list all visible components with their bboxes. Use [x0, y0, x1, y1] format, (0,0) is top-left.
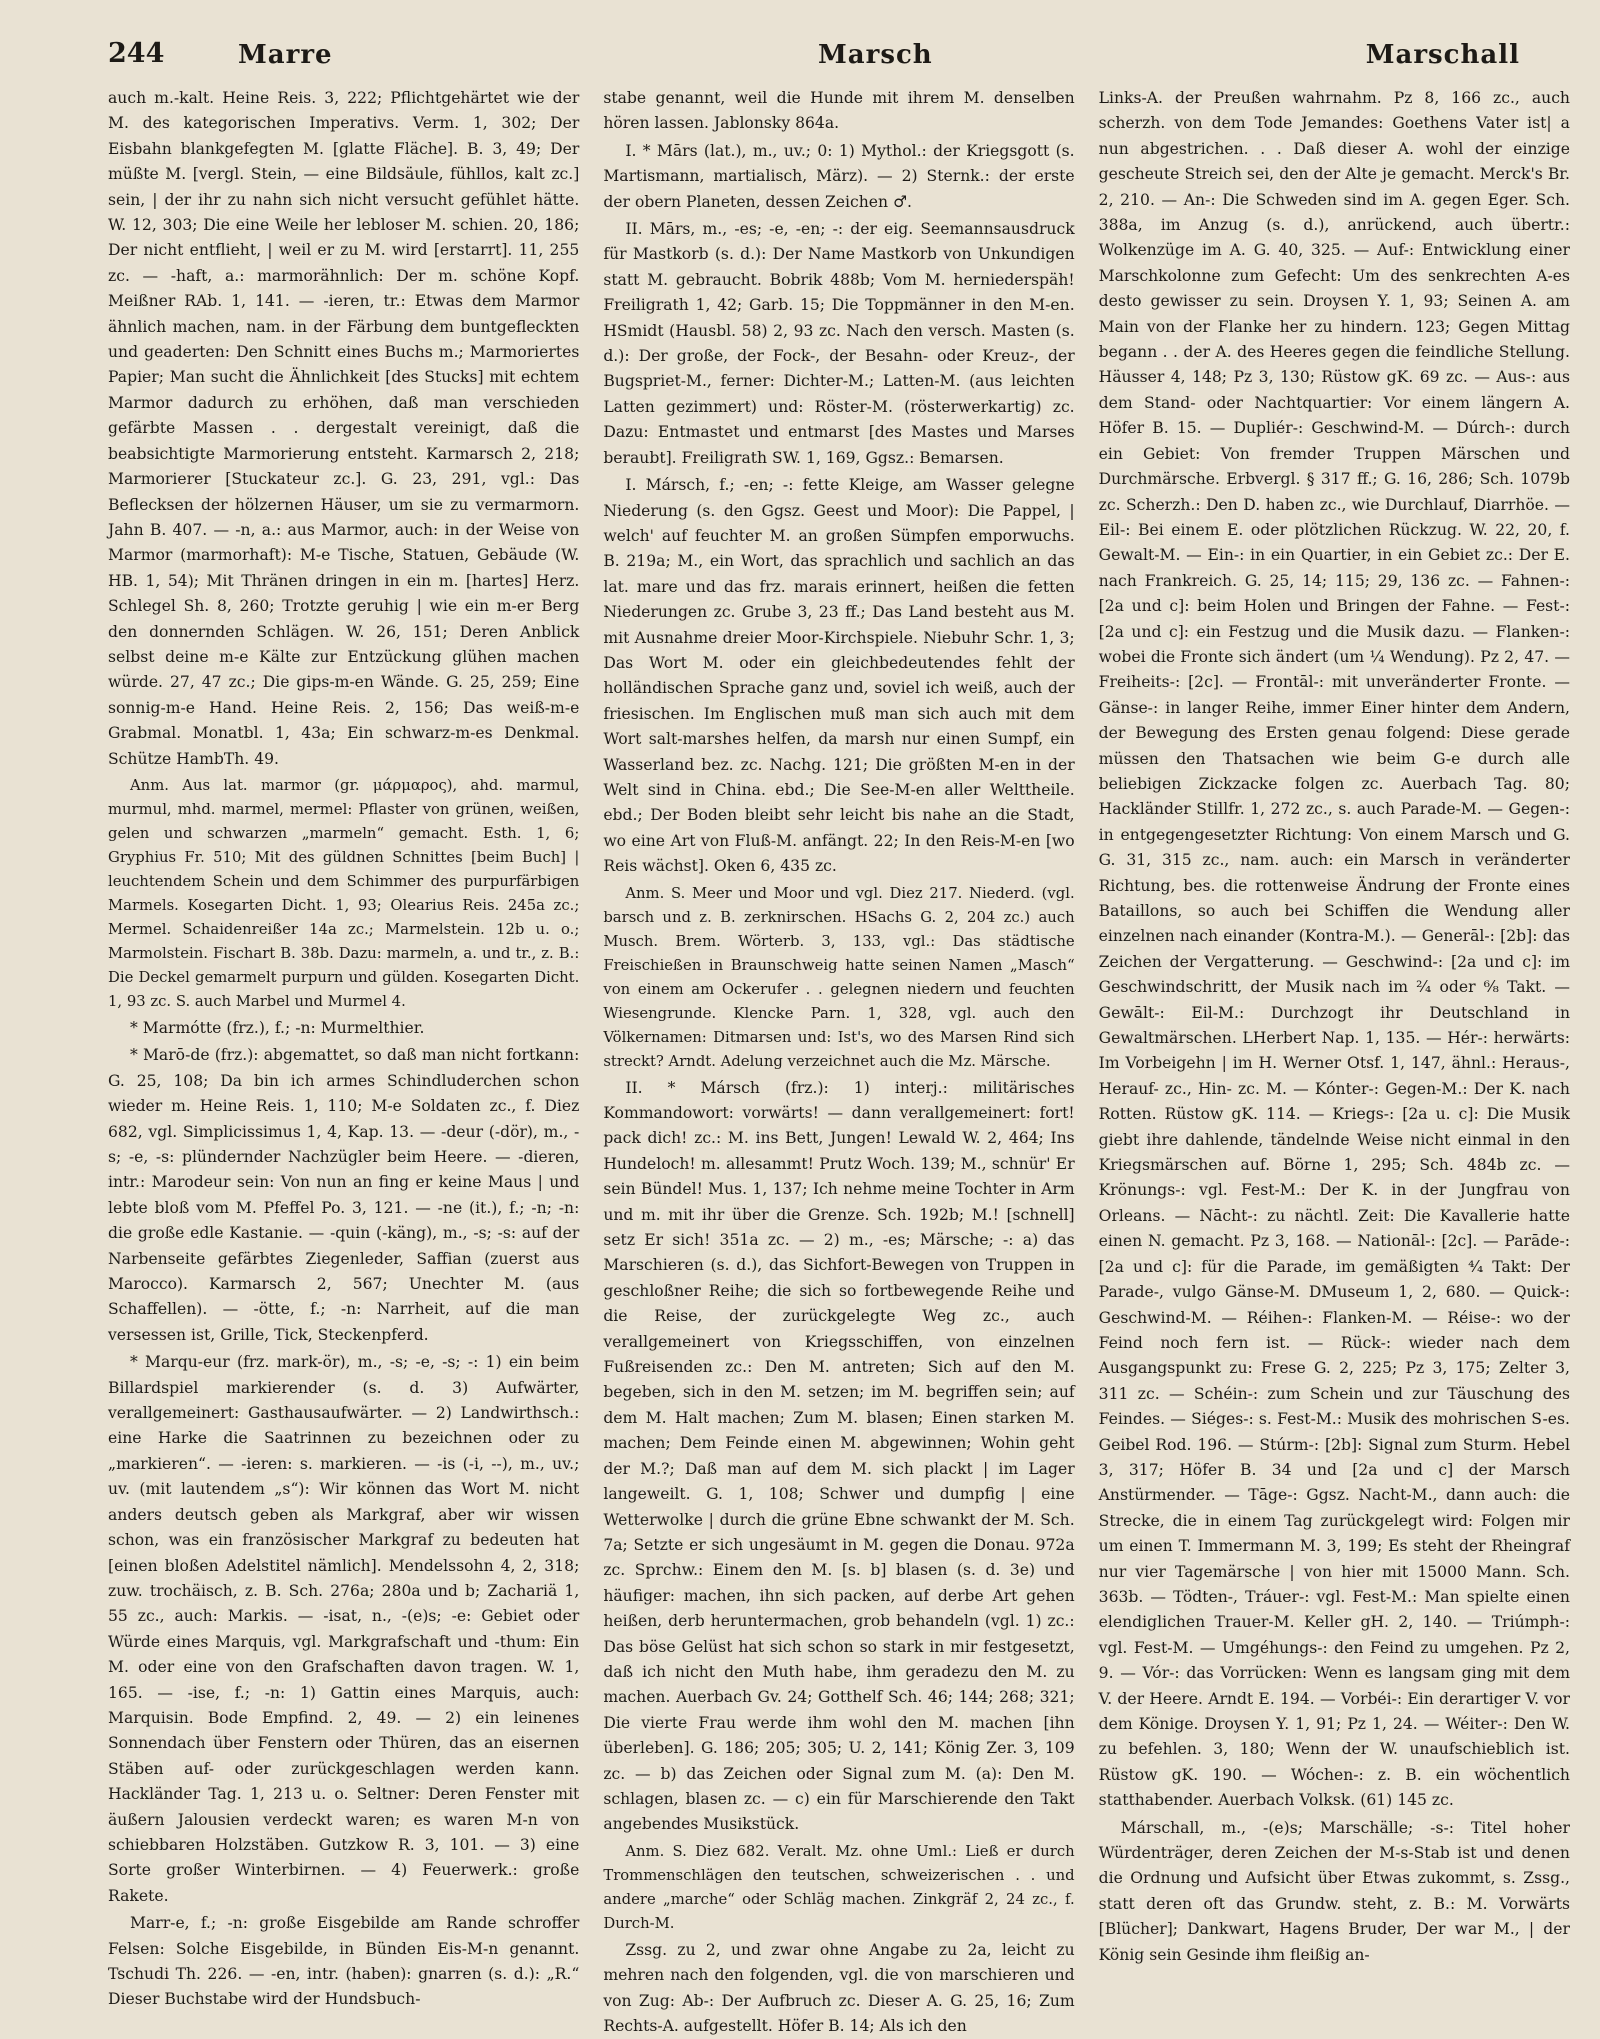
entry-paragraph: Zssg. zu 2, und zwar ohne Angabe zu 2a, leicht zu mehren nach den folgenden, vgl. die von marschieren und von Zug: Ab-: Der Aufbruch zc. Dieser A. G. 25, 16; Zum Rechts-A. aufgestellt. Höfer B. 14; Als ich den: [603, 1940, 1075, 2035]
annotation-paragraph: Anm. S. Meer und Moor und vgl. Diez 217. Niederd. (vgl. barsch und z. B. zerknirschen. HSachs G. 2, 204 zc.) auch Musch. Brem. Wörterb. 3, 133, vgl.: Das städtische Freischießen in Braunschweig hatte seinen Namen „Masch“ von einem am Ockerufer . . gelegnen niedern und feuchten Wiesengrunde. Klencke Parn. 1, 328, vgl. auch den Völkernamen: Ditmarsen und: Ist's, wo des Marsen Rind sich streckt? Arndt. Adelung verzeichnet auch die Mz. Märsche.: [603, 884, 1075, 1070]
right-running-headword: Marschall: [1365, 40, 1520, 70]
entry-paragraph: * Marō-de (frz.): abgemattet, so daß man nicht fortkann: G. 25, 108; Da bin ich armes Schindluderchen schon wieder m. Heine Reis. 1, 110; M-e Soldaten zc., f. Diez 682, vgl. Simplicissimus 1, 4, Kap. 13. — -deur (-dör), m., -s; -e, -s: plündernder Nachzügler beim Heere. — -dieren, intr.: Marodeur sein: Von nun an fing er keine Maus | und lebte bloß vom M. Pfeffel Po. 3, 121. — -ne (it.), f.; -n; -n: die große edle Kastanie. — -quin (-käng), m., -s; -s: auf der Narbenseite gefärbtes Ziegenleder, Saffian (zuerst aus Marocco). Karmarsch 2, 567; Unechter M. (aus Schaffellen). — -ötte, f.; -n: Narrheit, auf die man versessen ist, Grille, Tick, Steckenpferd.: [108, 1046, 580, 1344]
entry-paragraph: stabe genannt, weil die Hunde mit ihrem M. denselben hören lassen. Jablonsky 864a.: [603, 89, 1075, 133]
entry-paragraph: I. Mársch, f.; -en; -: fette Kleige, am Wasser gelegne Niederung (s. den Ggsz. Geest und Moor): Die Pappel, | welch' auf feuchter M. an großen Sümpfen emporwuchs. B. 219a; M., ein Wort, das sprachlich und sachlich an das lat. mare und das frz. marais erinnert, heißen die fetten Niederungen zc. Grube 3, 23 ff.; Das Land besteht aus M. mit Ausnahme dreier Moor-Kirchspiele. Niebuhr Schr. 1, 3; Das Wort M. oder ein gleichbedeutendes fehlt der holländischen Sprache ganz und, soviel ich weiß, auch der friesischen. Im Englischen muß man sich auch mit dem Wort salt-marshes helfen, da marsh nur einen Sumpf, ein Wasserland bez. zc. Nachg. 121; Die größten M-en in der Welt sind in China. ebd.; Die See-M-en aller Welttheile. ebd.; Der Boden bleibt sehr leicht bis nahe an die Stadt, wo eine Art von Fluß-M. anfängt. 22; In den Reis-M-en [wo Reis wächst]. Oken 6, 435 zc.: [603, 476, 1075, 876]
left-running-headword: Marre: [238, 40, 333, 70]
entry-paragraph: II. Mārs, m., -es; -e, -en; -: der eig. Seemannsausdruck für Mastkorb (s. d.): Der Name Mastkorb von Unkundigen statt M. gebraucht. Bobrik 488b; Vom M. herniederspäh! Freiligrath 1, 42; Garb. 15; Die Toppmänner in den M-en. HSmidt (Hausbl. 58) 2, 93 zc. Nach den versch. Masten (s. d.): Der große, der Fock-, der Besahn- oder Kreuz-, der Bugspriet-M., ferner: Dichter-M.; Latten-M. (aus leichten Latten gezimmert) und: Röster-M. (rösterwerkartig) zc. Dazu: Entmastet und entmarst [des Mastes und Marses beraubt]. Freiligrath SW. 1, 169, Ggsz.: Bemarsen.: [603, 220, 1075, 467]
entry-paragraph: Márschall, m., -(e)s; Marschälle; -s-: Titel hoher Würdenträger, deren Zeichen der M-s-Stab ist und denen die Ordnung und Aufsicht über Etwas zukommt, s. Zssg., statt deren oft das Grundw. steht, z. B.: M. Vorwärts [Blücher]; Dankwart, Hagens Bruder, Der war M., | der König sein Gesinde ihm fleißig an-: [1098, 1818, 1570, 1964]
annotation-paragraph: Anm. Aus lat. marmor (gr. μάρμαρος), ahd. marmul, murmul, mhd. marmel, mermel: Pflaster von grünen, weißen, gelen und schwarzen „marmeln“ gemacht. Esth. 1, 6; Gryphius Fr. 510; Mit des güldnen Schnittes [beim Buch] | leuchtendem Schein und dem Schimmer des purpurfärbigen Marmels. Kosegarten Dicht. 1, 93; Olearius Reis. 245a zc.; Mermel. Schaidenreißer 14a zc.; Marmelstein. 12b u. o.; Marmolstein. Fischart B. 38b. Dazu: marmeln, a. und tr., z. B.: Die Deckel gemarmelt purpurn und gülden. Kosegarten Dicht. 1, 93 zc. S. auch Marbel und Murmel 4.: [108, 776, 580, 1010]
entry-paragraph: I. * Mārs (lat.), m., uv.; 0: 1) Mythol.: der Kriegsgott (s. Martismann, martialisch, März). — 2) Sternk.: der erste der obern Planeten, dessen Zeichen ♂.: [603, 141, 1075, 211]
page-header: [108, 28, 1570, 86]
entry-paragraph: * Marmótte (frz.), f.; -n: Murmelthier.: [130, 1018, 425, 1037]
entry-paragraph: * Marqu-eur (frz. mark-ör), m., -s; -e, -s; -: 1) ein beim Billardspiel markierender (s. d. 3) Aufwärter, verallgemeinert: Gasthausaufwärter. — 2) Landwirthsch.: eine Harke die Saatrinnen zu bezeichnen oder zu „markieren“. — -ieren: s. markieren. — -is (-i, --), m., uv.; uv. (mit lautendem „s“): Wir können das Wort M. nicht anders deutsch geben als Markgraf, aber wir wissen schon, was ein französischer Markgraf zu bedeuten hat [einen bloßen Adelstitel nämlich]. Mendelssohn 4, 2, 318; zuw. trochäisch, z. B. Sch. 276a; 280a und b; Zachariä 1, 55 zc., auch: Markis. — -isat, n., -(e)s; -e: Gebiet oder Würde eines Marquis, vgl. Markgrafschaft und -thum: Ein M. oder eine von den Grafschaften davon tragen. W. 1, 165. — -ise, f.; -n: 1) Gattin eines Marquis, auch: Marquisin. Bode Empfind. 2, 49. — 2) ein leinenes Sonnendach über Fenstern oder Thüren, das an eisernen Stäben auf- oder zurückgeschlagen werden kann. Hackländer Tag. 1, 213 u. o. Seltner: Deren Fenster mit äußern Jalousien verdeckt waren; es waren M-n von schiebbaren Holzstäben. Gutzkow R. 3, 101. — 3) eine Sorte großer Winterbirnen. — 4) Feuerwerk.: große Rakete.: [108, 1353, 580, 1905]
column-2: [603, 86, 1075, 2035]
column-1: [108, 86, 580, 2009]
text-columns: [108, 86, 1570, 2035]
annotation-paragraph: Anm. S. Diez 682. Veralt. Mz. ohne Uml.: Ließ er durch Trommenschlägen den teutschen, schweizerischen . . und andere „marche“ oder Schläg machen. Zinkgräf 2, 24 zc., f. Durch-M.: [603, 1842, 1075, 1932]
entry-paragraph: Links-A. der Preußen wahrnahm. Pz 8, 166 zc., auch scherzh. von dem Tode Jemandes: Goethens Vater ist| a nun abgestrichen. . . Daß dieser A. wohl der einzige gescheute Streich sei, den der Alte je gemacht. Merck's Br. 2, 210. — An-: Die Schweden sind im A. gegen Eger. Sch. 388a, im Anzug (s. d.), anrückend, auch übertr.: Wolkenzüge im A. G. 40, 325. — Auf-: Entwicklung einer Marschkolonne zum Gefecht: Um des senkrechten A-es desto gewisser zu sein. Droysen Y. 1, 93; Seinen A. am Main von der Flanke her zu hindern. 123; Gegen Mittag begann . . der A. des Heeres gegen die feindliche Stellung. Häusser 4, 148; Pz 3, 130; Rüstow gK. 69 zc. — Aus-: aus dem Stand- oder Nachtquartier: Vor einem längern A. Höfer B. 15. — Dupliér-: Geschwind-M. — Dúrch-: durch ein Gebiet: Von fremder Truppen Märschen und Durchmärsche. Erbvergl. § 317 ff.; G. 16, 286; Sch. 1079b zc. Scherzh.: Den D. haben zc., wie Durchlauf, Diarrhöe. — Eil-: Bei einem E. oder plötzlichen Rückzug. W. 22, 20, f. Gewalt-M. — Ein-: in ein Quartier, in ein Gebiet zc.: Der E. nach Frankreich. G. 25, 14; 115; 29, 136 zc. — Fahnen-: [2a und c]: beim Holen und Bringen der Fahne. — Fest-: [2a und c]: ein Festzug und die Musik dazu. — Flanken-: wobei die Fronte sich ändert (um ¼ Wendung). Pz 2, 47. — Freiheits-: [2c]. — Frontāl-: mit unveränderter Fronte. — Gänse-: in langer Reihe, immer Einer hinter dem Andern, der Bewegung des Ersten genau folgend: Diese gerade müssen den Thatsachen wie beim G-e durch alle beliebigen Zickzacke folgen zc. Auerbach Tag. 80; Hackländer Stillfr. 1, 272 zc., s. auch Parade-M. — Gegen-: in entgegengesetzter Richtung: Von einem Marsch und G. G. 31, 315 zc., nam. auch: ein Marsch in veränderter Richtung, bes. die rottenweise Ändrung der Fronte eines Bataillons, so auch bei Schiffen die Wendung aller einzelnen nach einander (Kontra-M.). — Generāl-: [2b]: das Zeichen der Vergatterung. — Geschwind-: [2a und c]: im Geschwindschritt, der Musik nach im ²⁄₄ oder ⁶⁄₈ Takt. — Gewālt-: Eil-M.: Durchzogt ihr Deutschland in Gewaltmärschen. LHerbert Nap. 1, 135. — Hér-: herwärts: Im Vorbeigehn | im H. Werner Otsf. 1, 147, ähnl.: Heraus-, Herauf- zc., Hin- zc. M. — Kónter-: Gegen-M.: Der K. nach Rotten. Rüstow gK. 114. — Kriegs-: [2a u. c]: Die Musik giebt ihre dahlende, tändelnde Weise nicht einmal in den Kriegsmärschen auf. Börne 1, 295; Sch. 484b zc. — Krönungs-: vgl. Fest-M.: Der K. in der Jungfrau von Orleans. — Nācht-: zu nächtl. Zeit: Die Kavallerie hatte einen N. gemacht. Pz 3, 168. — Nationāl-: [2c]. — Parāde-: [2a und c]: für die Parade, im gemäßigten ⁴⁄₄ Takt: Der Parade-, vulgo Gänse-M. DMuseum 1, 2, 680. — Quick-: Geschwind-M. — Réihen-: Flanken-M. — Réise-: wo der Feind noch fern ist. — Rück-: wieder nach dem Ausgangspunkt zu: Frese G. 2, 225; Pz 3, 175; Zelter 3, 311 zc. — Schéin-: zum Schein und zur Täuschung des Feindes. — Siéges-: s. Fest-M.: Musik des mohrischen S-es. Geibel Rod. 196. — Stúrm-: [2b]: Signal zum Sturm. Hebel 3, 317; Höfer B. 34 und [2a und c] der Marsch Anstürmender. — Tāge-: Ggsz. Nacht-M., dann auch: die Strecke, die in einem Tag zurückgelegt wird: Folgen mir um einen T. Immermann M. 3, 199; Es steht der Rheingraf nur vier Tagemärsche | von hier mit 15000 Mann. Sch. 363b. — Tödten-, Tráuer-: vgl. Fest-M.: Man spielte einen elendiglichen Trauer-M. Keller gH. 2, 140. — Triúmph-: vgl. Fest-M. — Umgéhungs-: den Feind zu umgehen. Pz 2, 9. — Vór-: das Vorrücken: Wenn es langsam ging mit dem V. der Heere. Arndt E. 194. — Vorbéi-: Ein derartiger V. vor dem Könige. Droysen Y. 1, 91; Pz 1, 24. — Wéiter-: Den W. zu befehlen. 3, 180; Wenn der W. unaufschieblich ist. Rüstow gK. 190. — Wóchen-: z. B. ein wöchentlich statthabender. Auerbach Volksk. (61) 145 zc.: [1098, 89, 1570, 1810]
center-running-headword: Marsch: [818, 40, 933, 70]
column-3: [1099, 86, 1570, 1986]
entry-paragraph: II. * Mársch (frz.): 1) interj.: militärisches Kommandowort: vorwärts! — dann verallgemeinert: fort! pack dich! zc.: M. ins Bett, Jungen! Lewald W. 2, 464; Ins Hundeloch! m. allesammt! Prutz Woch. 139; M., schnür' Er sein Bündel! Mus. 1, 137; Ich nehme meine Tochter in Arm und m. mit ihr über die Grenze. Sch. 192b; M.! [schnell] setz Er sich! 351a zc. — 2) m., -es; Märsche; -: a) das Marschieren (s. d.), das Sichfort-Bewegen von Truppen in geschloßner Reihe; die sich so fortbewegende Reihe und die Reise, der zurückgelegte Weg zc., auch verallgemeinert von Kriegsschiffen, von einzelnen Fußreisenden zc.: Den M. antreten; Sich auf den M. begeben, sich in den M. setzen; im M. begriffen sein; auf dem M. Halt machen; Zum M. blasen; Einen starken M. machen; Dem Feinde einen M. abgewinnen; Wohin geht der M.?; Daß man auf dem M. sich plackt | im Lager langeweilt. G. 1, 108; Schwer und dumpfig | eine Wetterwolke | durch die grüne Ebne schwankt der M. Sch. 7a; Setzte er sich ungesäumt in M. gegen die Donau. 972a zc. Sprchw.: Einem den M. [s. b] blasen (s. d. 3e) und häufiger: machen, ihn sich packen, auf derbe Art gehen heißen, derb heruntermachen, grob behandeln (vgl. 1) zc.: Das böse Gelüst hat sich schon so stark in mir festgesetzt, daß ich nicht den Muth habe, ihm geradezu den M. zu machen. Auerbach Gv. 24; Gotthelf Sch. 46; 144; 268; 321; Die vierte Frau werde ihm wohl den M. machen [ihn überleben]. G. 186; 205; 305; U. 2, 141; König Zer. 3, 109 zc. — b) das Zeichen oder Signal zum M. (a): Den M. schlagen, blasen zc. — c) ein für Marschierende den Takt angebendes Musikstück.: [603, 1078, 1075, 1834]
page-number: 244: [108, 38, 165, 69]
entry-paragraph: auch m.-kalt. Heine Reis. 3, 222; Pflichtgehärtet wie der M. des kategorischen Imperativs. Verm. 1, 302; Der Eisbahn blankgefegten M. [glatte Fläche]. B. 3, 49; Der müßte M. [vergl. Stein, — eine Bildsäule, fühllos, kalt zc.] sein, | der ihr zu nahn sich nicht versucht gefühlet hätte. W. 12, 303; Die eine Weile her lebloser M. schien. 20, 186; Der nicht entflieht, | weil er zu M. wird [erstarrt]. 11, 255 zc. — -haft, a.: marmorähnlich: Der m. schöne Kopf. Meißner RAb. 1, 141. — -ieren, tr.: Etwas dem Marmor ähnlich machen, nam. in der Färbung dem buntgefleckten und geaderten: Den Schnitt eines Buchs m.; Marmoriertes Papier; Man sucht die Ähnlichkeit [des Stucks] mit echtem Marmor dadurch zu erhöhen, daß man verschieden gefärbte Massen . . dergestalt vereinigt, daß die beabsichtigte Marmorierung entsteht. Karmarsch 2, 218; Marmorierer [Stuckateur zc.]. G. 23, 291, vgl.: Das Beflecksen der hölzernen Häuser, um sie zu vermarmorn. Jahn B. 407. — -n, a.: aus Marmor, auch: in der Weise von Marmor (marmorhaft): M-e Tische, Statuen, Gebäude (W. HB. 1, 54); Mit Thränen dringen in ein m. [hartes] Herz. Schlegel Sh. 8, 260; Trotzte geruhig | wie ein m-er Berg den donnernden Schlägen. W. 26, 151; Deren Anblick selbst deine m-e Kälte zur Entzückung glühen machen würde. 27, 47 zc.; Die gips-m-en Wände. G. 25, 259; Eine sonnig-m-e Hand. Heine Reis. 2, 156; Das weiß-m-e Grabmal. Monatbl. 1, 43a; Ein schwarz-m-es Denkmal. Schütze HambTh. 49.: [108, 89, 580, 768]
entry-paragraph: Marr-e, f.; -n: große Eisgebilde am Rande schroffer Felsen: Solche Eisgebilde, in Bünden Eis-M-n genannt. Tschudi Th. 226. — -en, intr. (haben): gnarren (s. d.): „R.“ Dieser Buchstabe wird der Hundsbuch-: [108, 1914, 580, 2009]
